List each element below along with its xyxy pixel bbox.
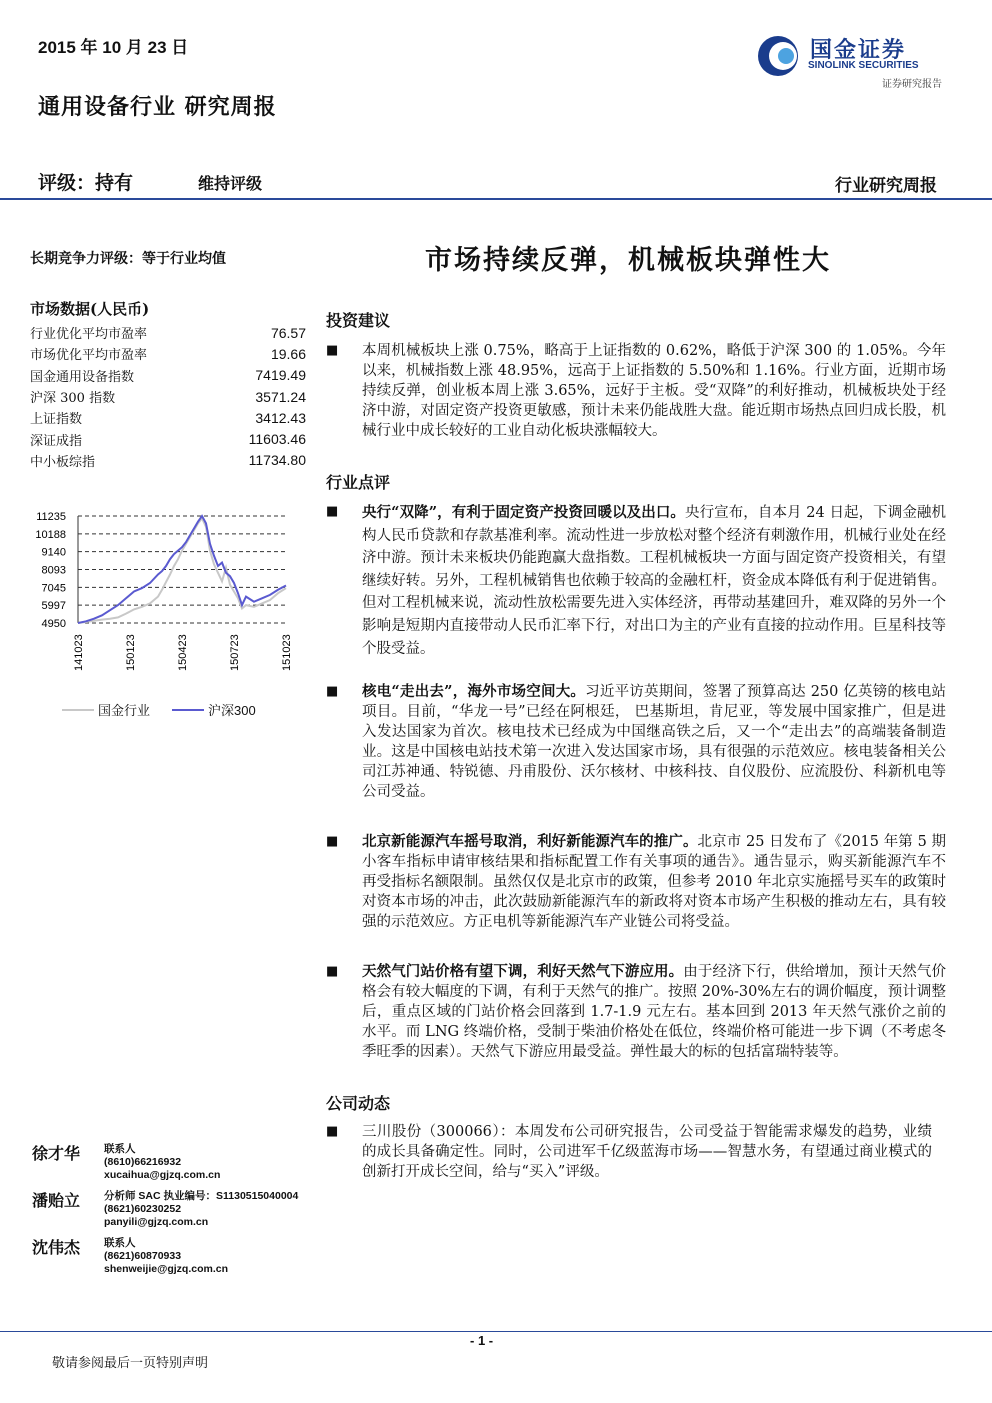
industry-bullet-1-text: 央行宣布，自本月 24 日起，下调金融机构人民币贷款和存款基准利率。流动性进一步放松对整个经济有刺激作用，机械行业处在经济中游。预计未来板块仍能跑赢大盘指数。工程机械板块一方面与固定资产投资相关，有望继续好转。另外，工程机械销售也依赖于较高的金融杠杆，资金成本降低有利于促进销售。但对工程机械来说，流动性放松需要先进入实体经济，再带动基建回升，难双降的另外一个影响是短期内直接带动人民币汇率下行，对出口为主的产业有直接的拉动作用。巨星科技等个股受益。: [362, 505, 946, 657]
market-data-row: [30, 386, 306, 407]
x-tick-label: 151023: [281, 634, 293, 671]
market-data-label: 沪深 300 指数: [30, 391, 116, 407]
y-tick-label: 11235: [36, 511, 66, 523]
contact-name: 徐才华: [32, 1144, 81, 1163]
y-tick-label: 7045: [41, 582, 66, 595]
industry-bullet-3-heading: 北京新能源汽车摇号取消，利好新能源汽车的推广。: [362, 833, 698, 850]
x-tick-label: 150423: [177, 634, 189, 671]
industry-bullet-1: [326, 502, 946, 660]
market-data-label: 上证指数: [30, 412, 83, 428]
page-number: - 1 -: [470, 1333, 494, 1348]
section-title-company: 公司动态: [326, 1094, 391, 1113]
bullet-icon: ■: [326, 684, 339, 699]
market-data-row: [30, 450, 306, 471]
contact-name: 沈伟杰: [32, 1238, 81, 1257]
y-tick-label: 5997: [41, 600, 66, 613]
industry-bullet-2-text: 习近平访英期间，签署了预算高达 250 亿英镑的核电站项目。目前，“华龙一号”已经在阿根廷， 巴基斯坦，肯尼亚，等发展中国家推广，但是进入发达国家为首次。核电技术已经成为中国继高铁之后，又一个“走出去”的高端装备制造业。这是中国核电站技术第一次进入发达国家市场，具有很强的示范效应。核电装备相关公司江苏神通、特锐德、丹甫股份、沃尔核材、中核科技、自仪股份、应流股份、科新机电等公司受益。: [362, 684, 946, 800]
main-title: 市场持续反弹，机械板块弹性大: [425, 245, 831, 276]
x-tick-label: 150123: [125, 634, 137, 671]
section-title-industry: 行业点评: [326, 473, 391, 492]
index-chart-svg: [24, 495, 314, 685]
bullet-icon: ■: [326, 834, 339, 849]
market-data-value: 19.66: [270, 345, 306, 362]
invest-bullet: [326, 341, 946, 441]
bullet-icon: ■: [326, 343, 339, 358]
market-data-label: 国金通用设备指数: [30, 369, 135, 385]
contact-phone: (8621)60230252: [104, 1203, 182, 1215]
x-tick-label: 141023: [73, 634, 85, 671]
contact-email[interactable]: panyili@gjzq.com.cn: [104, 1216, 209, 1228]
industry-bullet-4-heading: 天然气门站价格有望下调，利好天然气下游应用。: [362, 963, 684, 980]
industry-bullet-1-heading: 央行“双降”，有利于固定资产投资回暖以及出口。: [362, 504, 685, 521]
industry-bullet-3: [326, 832, 946, 932]
market-data-row: [30, 428, 306, 449]
market-data-row: [30, 322, 306, 343]
market-data-row: [30, 407, 306, 428]
legend-swatch-hs300: [172, 709, 204, 711]
disclaimer-note: 敬请参阅最后一页特别声明: [52, 1356, 209, 1371]
contact-role: 联系人: [104, 1237, 136, 1249]
invest-bullet-text: 本周机械板块上涨 0.75%，略高于上证指数的 0.62%，略低于沪深 300 的 1.05%。今年以来，机械指数上涨 48.95%，远高于上证指数的 5.50%和 1.16%。行业方面，近期市场持续反弹，创业板本周上涨 3.65%，远好于主板。受“双降”的利好推动，机械板块处于经济中游，对固定资产投资更敏感，预计未来仍能战胜大盘。能近期市场热点回归成长股，机械行业中成长较好的工业自动化板块涨幅较大。: [362, 343, 946, 439]
market-data-row: [30, 365, 306, 386]
contact-phone: (8610)66216932: [104, 1156, 182, 1168]
industry-bullet-2: [326, 682, 946, 802]
logo-cn-text: 国金证券: [810, 38, 907, 63]
industry-bullet-4: [326, 962, 946, 1062]
chart-legend: [62, 700, 256, 719]
market-data-value: 3412.43: [255, 409, 306, 426]
market-data-value: 3571.24: [255, 388, 306, 405]
legend-swatch-industry: [62, 709, 94, 711]
company-bullet-text: 三川股份（300066）：本周发布公司研究报告，公司受益于智能需求爆发的趋势，业绩的成长具备确定性。同时，公司进军千亿级蓝海市场——智慧水务，有望通过商业模式的创新打开成长空间，给与“买入”评级。: [362, 1124, 932, 1180]
contact-role: 联系人: [104, 1143, 136, 1155]
legend-label-industry: 国金行业: [98, 703, 151, 718]
section-title-invest: 投资建议: [326, 311, 391, 330]
logo-en-text: SINOLINK SECURITIES: [808, 60, 919, 71]
bullet-icon: ■: [326, 964, 339, 979]
bullet-icon: ■: [326, 1124, 339, 1139]
header-divider: [0, 198, 992, 200]
contact-name: 潘贻立: [32, 1191, 81, 1210]
bullet-icon: ■: [326, 504, 339, 519]
contact-phone: (8621)60870933: [104, 1250, 182, 1262]
y-tick-label: 4950: [41, 618, 66, 630]
legend-label-hs300: 沪深300: [208, 703, 256, 718]
market-data-value: 11734.80: [248, 452, 306, 469]
market-data-label: 市场优化平均市盈率: [30, 348, 148, 364]
company-logo: [756, 30, 946, 92]
maintain-rating-label: 维持评级: [198, 174, 263, 193]
report-type-label: 行业研究周报: [835, 176, 937, 196]
market-data-row: [30, 343, 306, 364]
y-tick-label: 8093: [41, 564, 66, 577]
market-data-label: 中小板综指: [30, 454, 96, 470]
logo-sub-text: 证券研究报告: [882, 79, 942, 90]
rating-label: 评级：持有: [38, 172, 134, 194]
industry-bullet-2-heading: 核电“走出去”，海外市场空间大。: [362, 683, 586, 700]
index-chart: [24, 495, 314, 685]
contact-role: 分析师 SAC 执业编号：S1130515040004: [104, 1190, 299, 1202]
contact-email[interactable]: xucaihua@gjzq.com.cn: [104, 1169, 221, 1181]
market-data-value: 76.57: [270, 324, 306, 341]
market-data-table: [30, 322, 306, 471]
long-term-rating: 长期竞争力评级：等于行业均值: [30, 251, 226, 267]
contact-email[interactable]: shenweijie@gjzq.com.cn: [104, 1263, 229, 1275]
y-tick-label: 10188: [35, 528, 66, 541]
market-data-label: 深证成指: [30, 433, 83, 449]
market-data-label: 行业优化平均市盈率: [30, 327, 148, 343]
x-tick-label: 150723: [229, 634, 241, 671]
industry-bullet-4-text: 由于经济下行，供给增加，预计天然气价格会有较大幅度的下调，有利于天然气的推广。按照 20%-30%左右的调价幅度，预计调整后，重点区域的门站价格会回落到 1.7-1.9 元左右。基本回到 2013 年天然气涨价之前的水平。而 LNG 终端价格，受制于柴油价格处在低位，终端价格可能进一步下调（不考虑冬季旺季的因素）。天然气下游应用最受益。弹性最大的标的包括富瑞特装等。: [362, 964, 947, 1060]
footer-divider: [0, 1331, 992, 1332]
sinolink-logo-icon: [756, 32, 806, 80]
industry-bullet-3-text: 北京市 25 日发布了《2015 年第 5 期小客车指标申请审核结果和指标配置工作有关事项的通告》。通告显示，购买新能源汽车不再受指标名额限制。虽然仅仅是北京市的政策，但参考 2010 年北京实施摇号买车的政策时对资本市场的冲击，此次鼓励新能源汽车的新政将对资本市场产生积极的推动左右，具有较强的示范效应。方正电机等新能源汽车产业链公司将受益。: [362, 834, 947, 930]
report-date: 2015 年 10 月 23 日: [38, 38, 189, 57]
company-bullet: [326, 1122, 932, 1182]
market-data-value: 11603.46: [248, 431, 306, 448]
market-data-value: 7419.49: [255, 367, 306, 384]
market-data-title: 市场数据(人民币): [30, 300, 150, 318]
report-category-title: 通用设备行业 研究周报: [38, 94, 277, 120]
y-tick-label: 9140: [41, 546, 66, 559]
